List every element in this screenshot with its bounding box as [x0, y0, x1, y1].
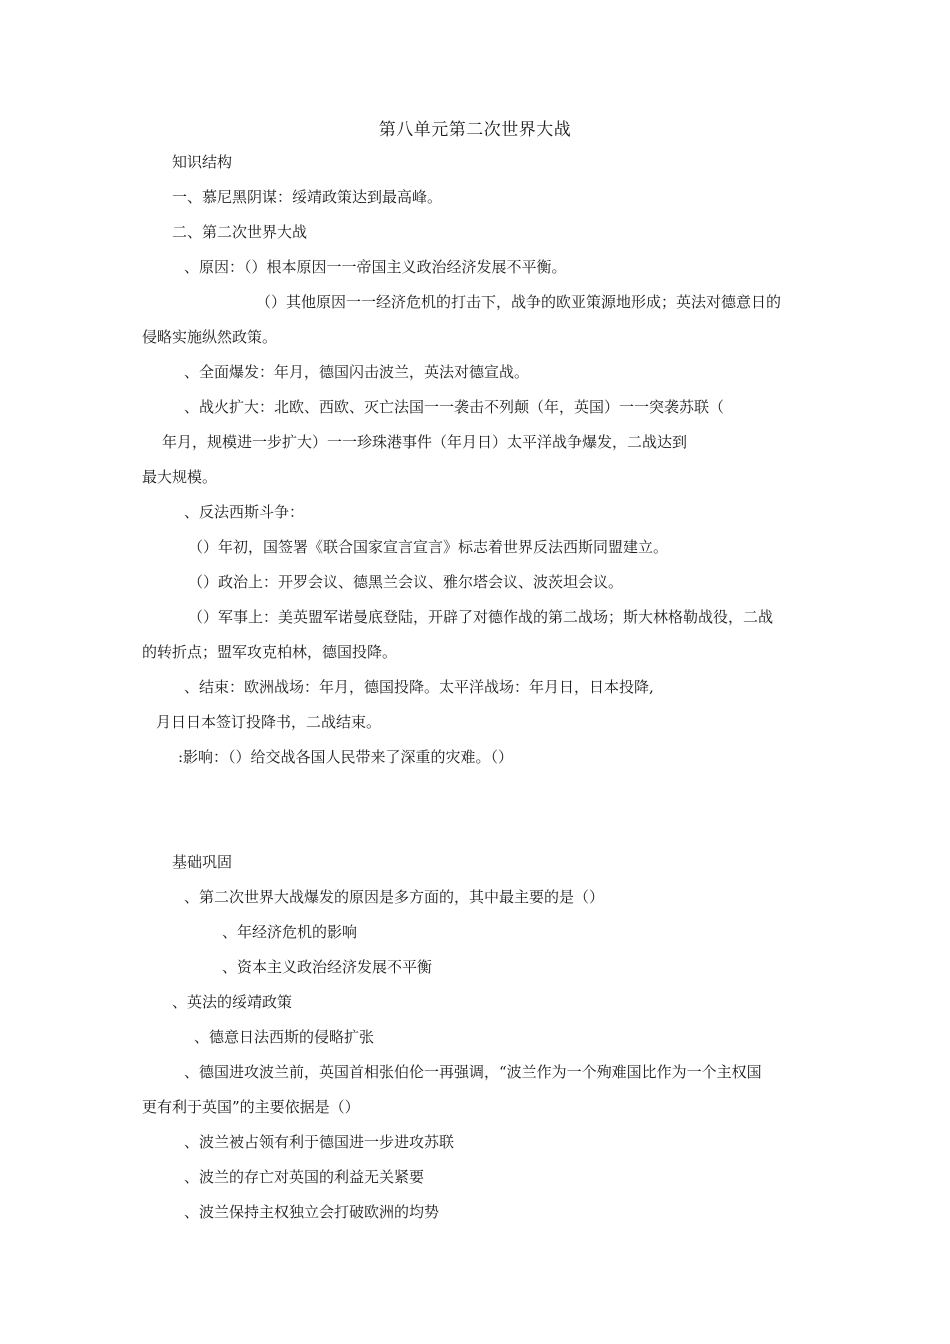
war-end-1: 、结束：欧洲战场：年月，德国投降。太平洋战场：年月日，日本投降,: [184, 678, 654, 696]
anti-fascist-3: （）军事上：美英盟军诺曼底登陆，开辟了对德作战的第二战场；斯大林格勒战役，二战: [188, 608, 774, 626]
anti-fascist-1: （）年初，国签署《联合国家宣言宣言》标志着世界反法西斯同盟建立。: [188, 538, 669, 556]
anti-fascist-heading: 、反法西斯斗争：: [184, 503, 305, 521]
anti-fascist-2: （）政治上：开罗会议、德黑兰会议、雅尔塔会议、波茨坦会议。: [188, 573, 624, 591]
expansion-line-3: 最大规模。: [142, 468, 218, 486]
knowledge-part-1: 一、慕尼黑阴谋：绥靖政策达到最高峰。: [172, 188, 443, 206]
question-2-option-a: 、波兰被占领有利于德国进一步进攻苏联: [184, 1133, 455, 1151]
section-heading-knowledge: 知识结构: [172, 153, 233, 171]
expansion-line-1: 、战火扩大：北欧、西欧、灭亡法国一一袭击不列颠（年，英国）一一突袭苏联（: [184, 398, 725, 416]
cause-root: 、原因：（）根本原因一一帝国主义政治经济发展不平衡。: [184, 258, 567, 276]
expansion-line-2: 年月，规模进一步扩大）一一珍珠港事件（年月日）太平洋战争爆发，二战达到: [162, 433, 688, 451]
question-1-option-c: 、英法的绥靖政策: [172, 993, 293, 1011]
question-2-option-b: 、波兰的存亡对英国的利益无关紧要: [184, 1168, 425, 1186]
page-title: 第八单元第二次世界大战: [378, 120, 572, 140]
question-2-cont: 更有利于英国”的主要依据是（）: [142, 1098, 360, 1116]
anti-fascist-3-cont: 的转折点；盟军攻克柏林，德国投降。: [142, 643, 398, 661]
question-1-option-d: 、德意日法西斯的侵略扩张: [194, 1028, 375, 1046]
question-2: 、德国进攻波兰前，英国首相张伯伦一再强调，“波兰作为一个殉难国比作为一个主权国: [184, 1063, 762, 1081]
outbreak: 、全面爆发：年月，德国闪击波兰，英法对德宣战。: [184, 363, 530, 381]
question-1-option-b: 、资本主义政治经济发展不平衡: [222, 958, 433, 976]
section-heading-basics: 基础巩固: [172, 853, 233, 871]
war-end-2: 月日日本签订投降书，二战结束。: [156, 713, 382, 731]
knowledge-part-2: 二、第二次世界大战: [172, 223, 308, 241]
war-impact: :影响：（）给交战各国人民带来了深重的灾难。（）: [178, 748, 514, 766]
cause-other-cont: 侵略实施纵然政策。: [142, 328, 278, 346]
cause-other: （）其他原因一一经济危机的打击下，战争的欧亚策源地形成；英法对德意日的: [256, 293, 782, 311]
question-1: 、第二次世界大战爆发的原因是多方面的，其中最主要的是（）: [184, 888, 605, 906]
question-2-option-c: 、波兰保持主权独立会打破欧洲的均势: [184, 1203, 440, 1221]
question-1-option-a: 、年经济危机的影响: [222, 923, 358, 941]
